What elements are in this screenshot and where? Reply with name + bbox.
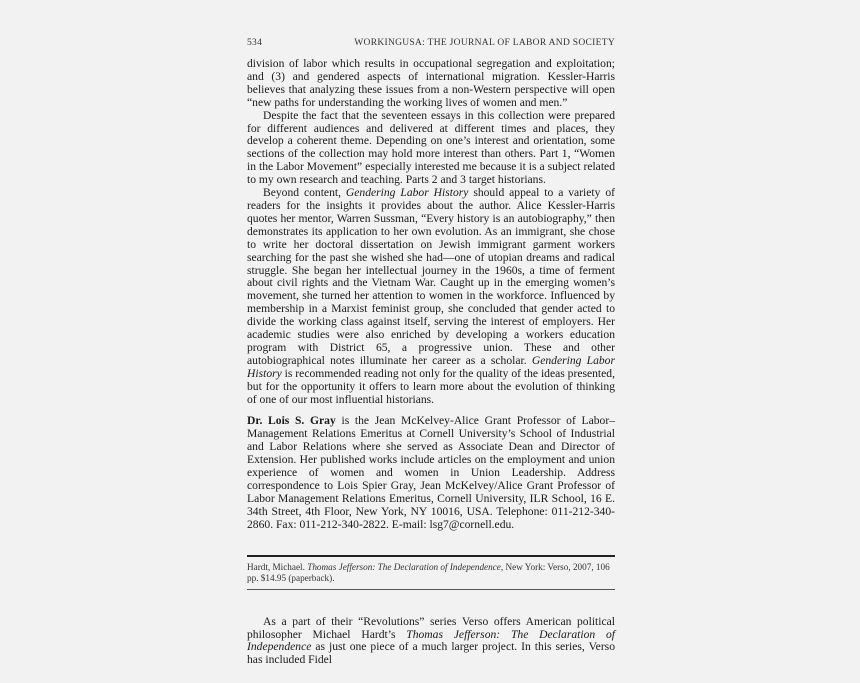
author-bio: is the Jean McKelvey-Alice Grant Professor of Labor–Management Relations Emeritus at Cornell University’s School of Industrial and Labor Relations where she served as Associate Dean and Director of Extension. Her published works include articles on the employment and union experience of women and women in Union Leadership. Address correspondence to Lois Spier Gray, Jean McKelvey/Alice Grant Professor of Labor Management Relations Emeritus, Cornell University, ILR School, 16 E. 34th Street, 4th Floor, New York, NY 10016, USA. Telephone: 011-212-340-2860. Fax: 011-212-340-2822. E-mail: lsg7@cornell.edu. xyxy=(247,414,615,531)
paragraph-text: is recommended reading not only for the quality of the ideas presented, but for the opportunity it offers to learn more about the evolution of thinking of one of our most influential historians. xyxy=(247,366,615,406)
review-body xyxy=(247,616,615,668)
review-book-title: Thomas Jefferson: The Declaration of Independence xyxy=(247,627,615,654)
paragraph xyxy=(247,110,615,187)
citation-title: Thomas Jefferson: The Declaration of Independence xyxy=(307,562,501,572)
paragraph-text: division of labor which results in occupational segregation and exploitation; and (3) and gendered aspects of international migration. Kessler-Harris believes that analyzing these issues from a non-Western perspective will open “new paths for understanding the working lives of women and men.” xyxy=(247,57,615,109)
review-text-after: as just one piece of a much larger project. In this series, Verso has included Fidel xyxy=(247,640,615,667)
paragraph-list xyxy=(247,58,615,406)
book-title: Gendering Labor History xyxy=(247,353,615,380)
journal-title: WORKINGUSA: THE JOURNAL OF LABOR AND SOCIETY xyxy=(354,38,615,48)
paragraph-text: should appeal to a variety of readers for the insights it provides about the author. Alice Kessler-Harris quotes her mentor, Warren Sussman, “Every history is an autobiography,” then demonstrates its application to her own evolution. As an immigrant, she chose to write her doctoral dissertation on Jewish immigrant garment workers searching for the past she wished she had—one of utopian dreams and radical struggle. She began her intellectual journey in the 1960s, a time of ferment about civil rights and the Vietnam War. Caught up in the emerging women’s movement, she turned her attention to women in the workforce. Influenced by membership in a Marxist feminist group, she concluded that gender acted to divide the working class against itself, serving the interest of employers. Her academic studies were also enriched by developing a workers education program with District 65, a progressive union. These and other autobiographical notes illuminate her career as a scholar. xyxy=(247,186,616,367)
paragraph xyxy=(247,58,615,110)
paragraph-text: Despite the fact that the seventeen essays in this collection were prepared for different audiences and delivered at different times and places, they develop a coherent theme. Depending on one’s interest and orientation, some sections of the collection may hold more interest than others. Part 1, “Women in the Labor Movement” especially interested me because it is a subject related to my own research and teaching. Parts 2 and 3 target historians. xyxy=(247,108,615,187)
author-note xyxy=(247,415,615,531)
review-text-before: As a part of their “Revolutions” series Verso offers American political philosopher Michael Hardt’s xyxy=(247,614,615,641)
page-number: 534 xyxy=(247,38,263,48)
paragraph xyxy=(247,187,615,406)
citation-details: , New York: Verso, 2007, 106 pp. $14.95 (paperback). xyxy=(247,562,610,583)
author-name: Dr. Lois S. Gray xyxy=(247,414,336,428)
article-body xyxy=(247,58,615,532)
review-top-rule xyxy=(247,555,615,557)
book-title: Gendering Labor History xyxy=(345,186,469,200)
review-bottom-rule xyxy=(247,589,615,590)
citation-author: Hardt, Michael. xyxy=(247,562,308,572)
paragraph-text: Beyond content, xyxy=(263,186,346,200)
review-citation xyxy=(247,562,615,584)
